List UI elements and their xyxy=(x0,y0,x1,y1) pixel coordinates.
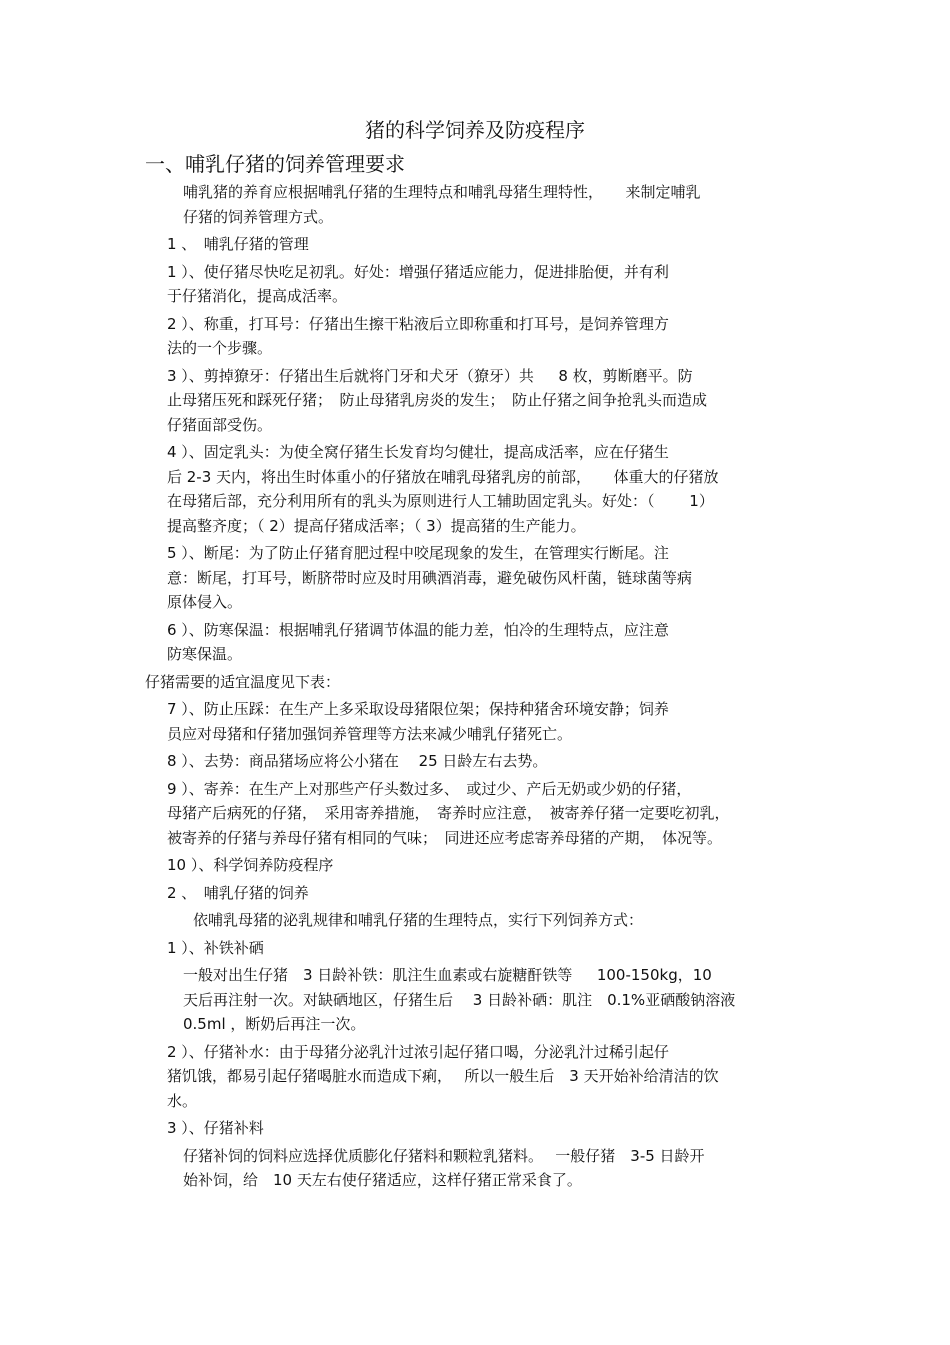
paragraph-item: 9 ）、寄养：在生产上对那些产仔头数过多、 或过少、产后无奶或少奶的仔猪， 母猪产后病死的仔猪， 采用寄养措施， 寄养时应注意， 被寄养仔猪一定要吃初乳， 被寄养的仔猪与养母仔猪有相同的气味； 同进还应考虑寄养母猪的产期， 体况等。 xyxy=(167,779,730,847)
paragraph-item: 3 ）、剪掉獠牙：仔猪出生后就将门牙和犬牙（獠牙）共 8 枚，剪断磨平。防 止母猪压死和踩死仔猪； 防止母猪乳房炎的发生； 防止仔猪之间争抢乳头而造成 仔猪面部受伤。 xyxy=(167,366,708,434)
document-title: 猪的科学饲养及防疫程序 xyxy=(365,118,585,142)
subheading-feeding: 2 、 哺乳仔猪的饲养 xyxy=(167,883,309,902)
paragraph-item: 1 ）、补铁补硒 xyxy=(167,938,264,957)
subheading-management: 1 、 哺乳仔猪的管理 xyxy=(167,235,309,253)
paragraph-item: 5 ）、断尾：为了防止仔猪育肥过程中咬尾现象的发生，在管理实行断尾。注 意：断尾，打耳号，断脐带时应及时用碘酒消毒，避免破伤风杆菌，链球菌等病 原体侵入。 xyxy=(167,544,693,611)
paragraph-detail: 仔猪补饲的饲料应选择优质膨化仔猪料和颗粒乳猪料。 一般仔猪 3-5 日龄开 始补饲，给 10 天左右使仔猪适应，这样仔猪正常采食了。 xyxy=(183,1146,705,1189)
paragraph-item: 4 ）、固定乳头：为使全窝仔猪生长发育均匀健壮，提高成活率，应在仔猪生 后 2-3 天内，将出生时体重小的仔猪放在哺乳母猪乳房的前部， 体重大的仔猪放 在母猪后部，充分利用所有的乳头为原则进行人工辅助固定乳头。好处：（ 1） 提高整齐度；（ 2）提高仔猪成活率；（ 3）提高猪的生产能力。 xyxy=(167,443,719,535)
paragraph-item: 2 ）、称重，打耳号：仔猪出生擦干粘液后立即称重和打耳号，是饲养管理方 法的一个步骤。 xyxy=(167,314,669,357)
paragraph-intro: 哺乳猪的养育应根据哺乳仔猪的生理特点和哺乳母猪生理特性， 来制定哺乳 仔猪的饲养管理方式。 xyxy=(183,183,701,226)
paragraph-item: 7 ）、防止压踩：在生产上多采取设母猪限位架；保持种猪舍环境安静；饲养 员应对母猪和仔猪加强饲养管理等方法来减少哺乳仔猪死亡。 xyxy=(167,700,669,743)
paragraph-item: 8 ）、去势：商品猪场应将公小猪在 25 日龄左右去势。 xyxy=(167,752,548,770)
paragraph-item: 6 ）、防寒保温：根据哺乳仔猪调节体温的能力差，怕冷的生理特点，应注意 防寒保温。 xyxy=(167,620,669,663)
paragraph-item: 3 ）、仔猪补料 xyxy=(167,1119,264,1137)
paragraph-note: 仔猪需要的适宜温度见下表： xyxy=(145,672,341,691)
document-body xyxy=(145,180,807,1196)
paragraph-detail: 一般对出生仔猪 3 日龄补铁：肌注生血素或右旋糖酐铁等 100-150kg，10 天后再注射一次。对缺硒地区，仔猪生后 3 日龄补硒：肌注 0.1%亚硒酸钠溶液 0.5ml ，断奶后再注一次。 xyxy=(183,966,736,1033)
paragraph-item: 10 ）、科学饲养防疫程序 xyxy=(167,856,334,874)
section-heading: 一、哺乳仔猪的饲养管理要求 xyxy=(145,152,405,176)
paragraph-item: 1 ）、使仔猪尽快吃足初乳。好处：增强仔猪适应能力，促进排胎便，并有利 于仔猪消化，提高成活率。 xyxy=(167,262,669,305)
paragraph-feeding-intro: 依哺乳母猪的泌乳规律和哺乳仔猪的生理特点，实行下列饲养方式： xyxy=(193,911,644,929)
paragraph-item: 2 ）、仔猪补水：由于母猪分泌乳汁过浓引起仔猪口喝，分泌乳汁过稀引起仔 猪饥饿，都易引起仔猪喝脏水而造成下痢， 所以一般生后 3 天开始补给清洁的饮 水。 xyxy=(167,1042,719,1110)
